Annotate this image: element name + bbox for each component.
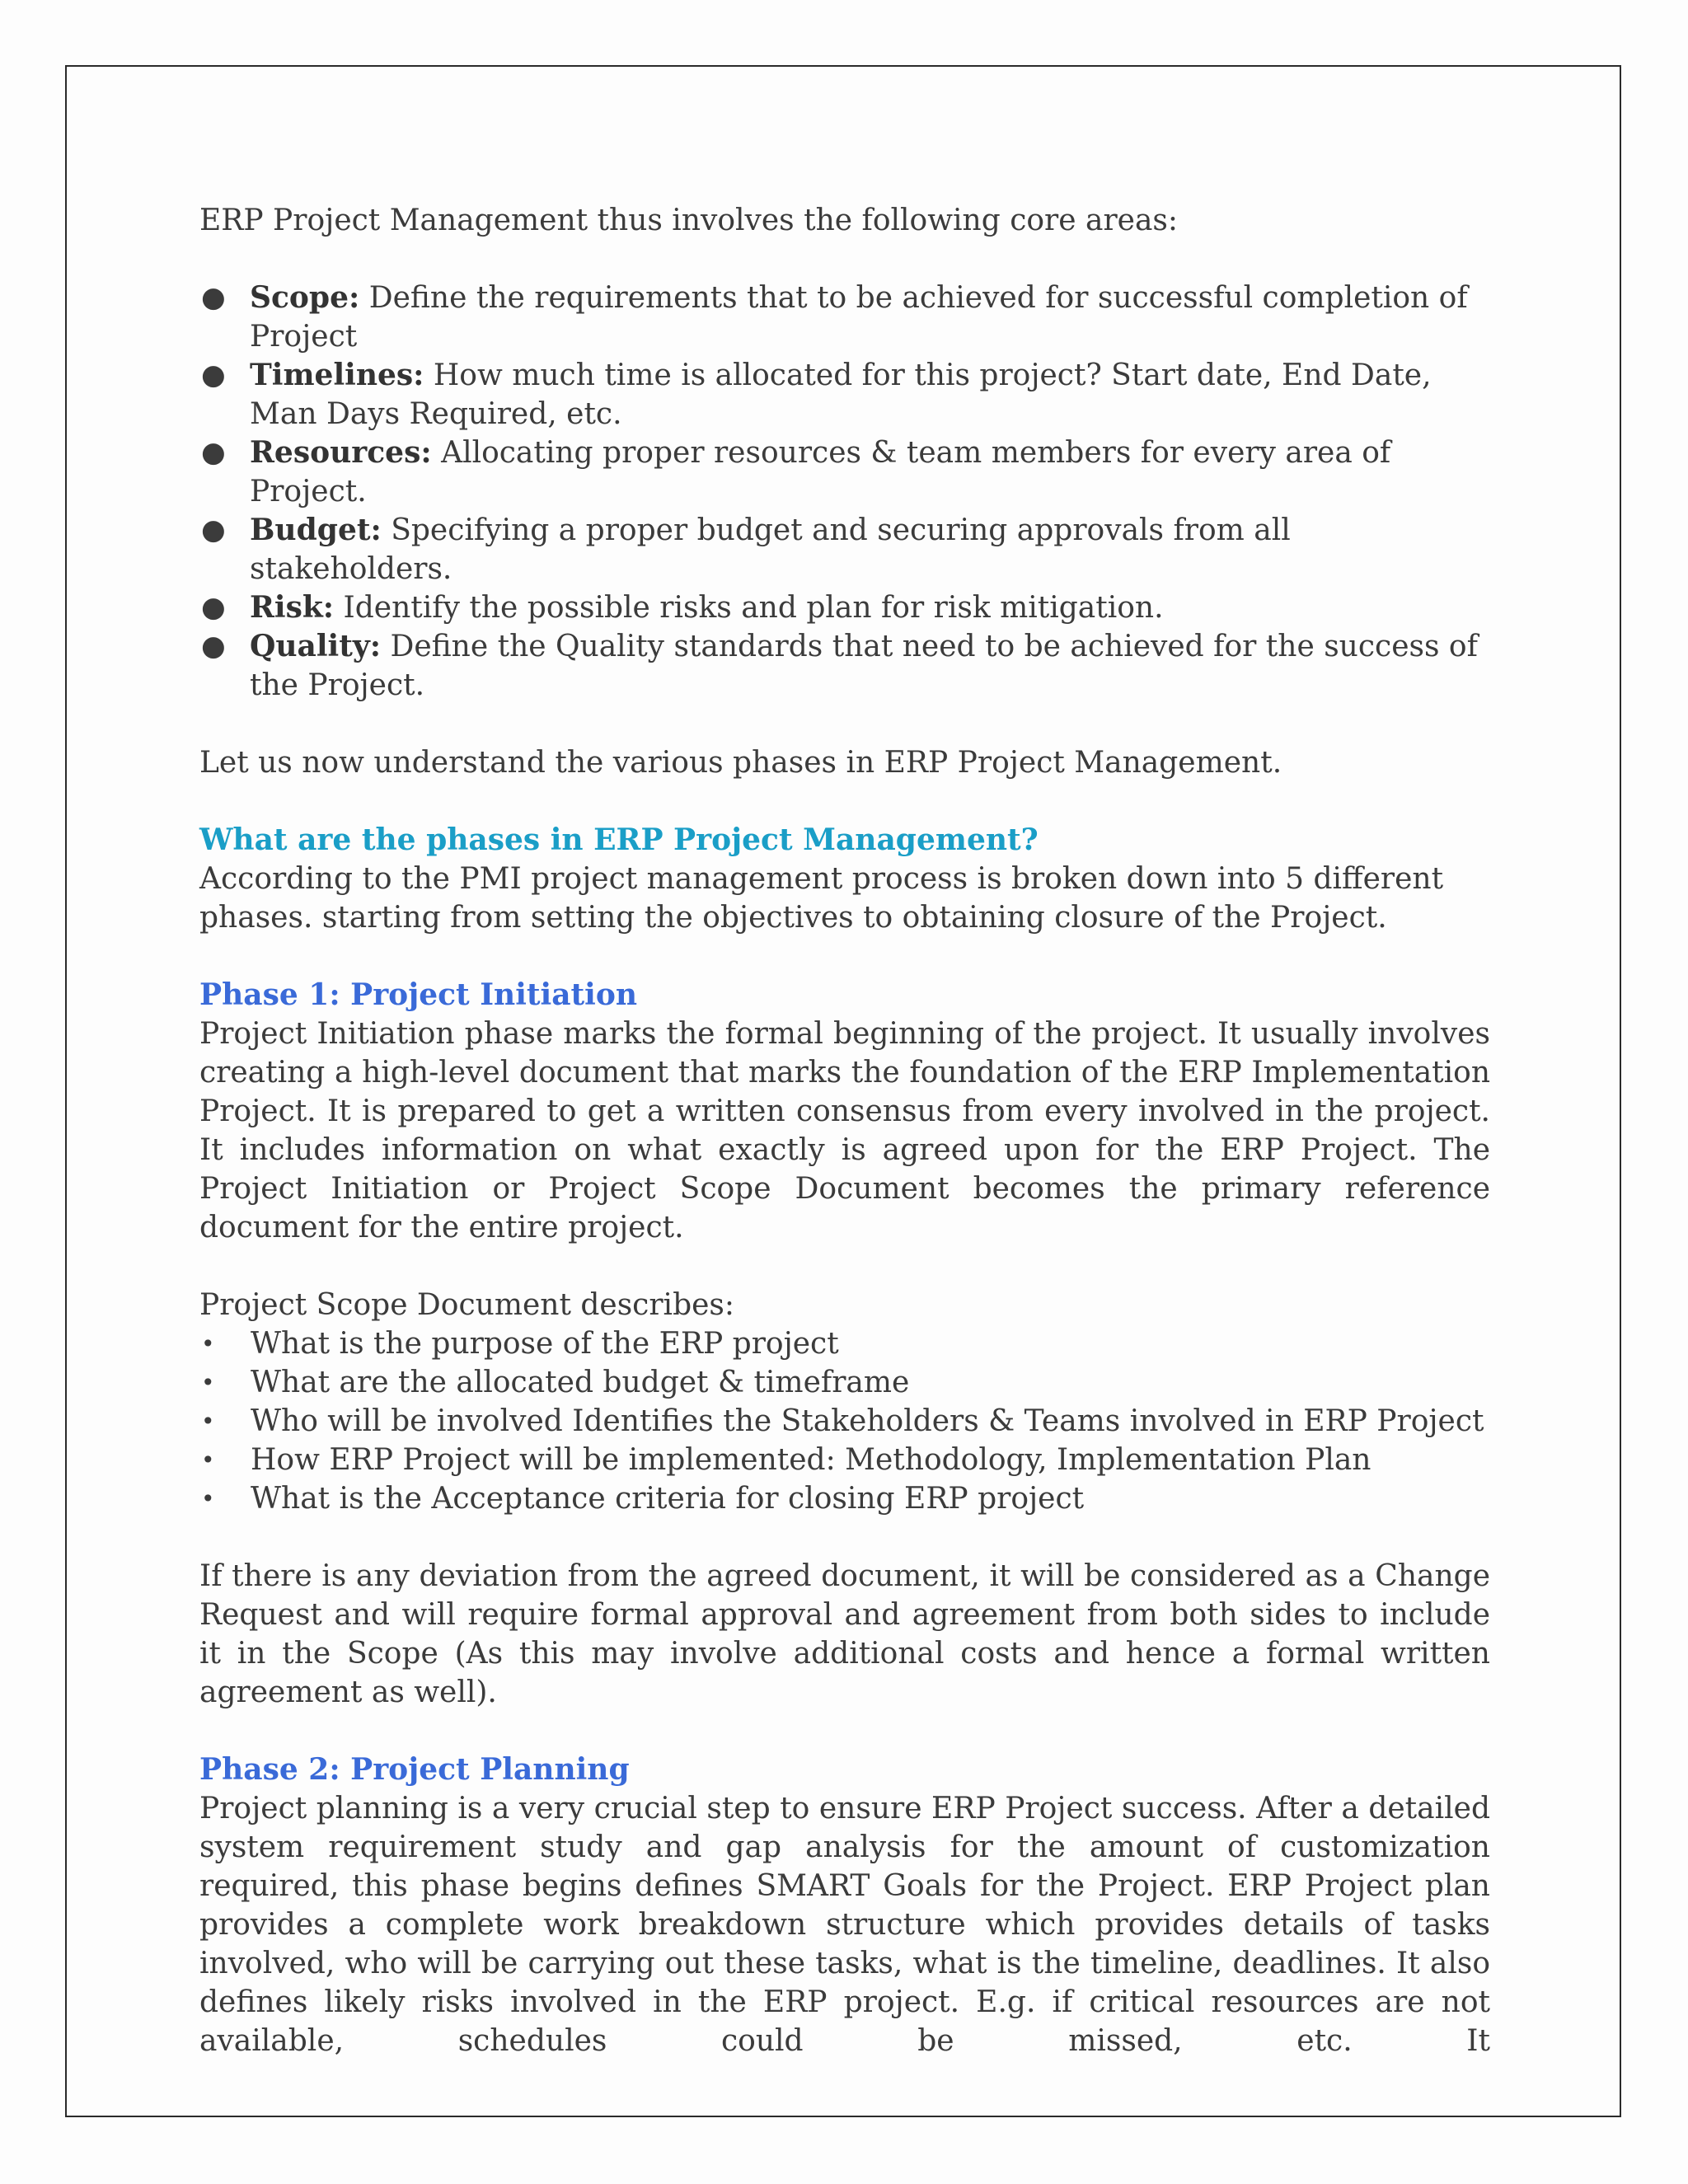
phase2-heading: Phase 2: Project Planning (199, 1752, 630, 1787)
list-item (199, 279, 1490, 356)
scope-doc-intro: Project Scope Document describes: (199, 1288, 735, 1322)
bullet-icon: ● (201, 359, 226, 391)
document-body (199, 201, 1490, 2060)
term-label: Risk: (250, 590, 335, 625)
list-item (199, 1479, 1490, 1518)
list-item (199, 511, 1490, 588)
bullet-icon: ● (201, 630, 226, 663)
list-item (199, 1363, 1490, 1402)
term-label: Budget: (250, 513, 382, 547)
term-description: Allocating proper resources & team members for every area of Project. (250, 436, 1391, 509)
bullet-icon: • (201, 1446, 215, 1474)
bullet-icon: ● (201, 281, 226, 314)
term-description: How much time is allocated for this project? Start date, End Date, Man Days Required, etc. (250, 359, 1432, 431)
scope-items-list (199, 1324, 1490, 1518)
term-label: Scope: (250, 280, 360, 315)
list-item (199, 588, 1490, 627)
bullet-icon: • (201, 1330, 215, 1357)
term-description: Define the requirements that to be achieved for successful completion of Project (250, 281, 1468, 354)
phases-heading: What are the phases in ERP Project Management? (199, 823, 1039, 857)
phase2-paragraph: Project planning is a very crucial step to ensure ERP Project success. After a detailed system requirement study and gap analysis for the amount of customization required, this phase begins defines SMART Goals for the Project. ERP Project plan provides a complete work breakdown structure which provides details of tasks involved, who will be carrying out these tasks, what is the timeline, deadlines. It also defines likely risks involved in the ERP project. E.g. if critical resources are not available, schedules could be missed, etc. It (199, 1792, 1490, 2058)
bullet-icon: ● (201, 513, 226, 546)
phase1-heading: Phase 1: Project Initiation (199, 977, 638, 1012)
list-item (199, 434, 1490, 511)
list-item-text: What is the Acceptance criteria for closing ERP project (251, 1482, 1085, 1516)
list-item (199, 1402, 1490, 1441)
term-label: Timelines: (250, 358, 424, 392)
term-description: Define the Quality standards that need to be achieved for the success of the Project. (250, 630, 1478, 702)
list-item (199, 1441, 1490, 1479)
list-item-text: Who will be involved Identifies the Stakeholders & Teams involved in ERP Project (251, 1404, 1484, 1438)
term-label: Quality: (250, 629, 382, 663)
list-item-text: What is the purpose of the ERP project (251, 1327, 839, 1361)
bullet-icon: • (201, 1485, 215, 1512)
list-item (199, 356, 1490, 434)
list-item-text: What are the allocated budget & timeframe (251, 1366, 910, 1399)
list-item (199, 1324, 1490, 1363)
bullet-icon: • (201, 1408, 215, 1435)
term-description: Specifying a proper budget and securing approvals from all stakeholders. (250, 513, 1291, 586)
list-item-text: How ERP Project will be implemented: Methodology, Implementation Plan (251, 1443, 1372, 1477)
phase1-paragraph: Project Initiation phase marks the formal beginning of the project. It usually involves creating a high-level document that marks the foundation of the ERP Implementation Project. It is prepared to get a written consensus from every involved in the project. It includes information on what exactly is agreed upon for the ERP Project. The Project Initiation or Project Scope Document becomes the primary reference document for the entire project. (199, 1017, 1490, 1244)
list-item (199, 627, 1490, 705)
bullet-icon: ● (201, 436, 226, 469)
bullet-icon: ● (201, 591, 226, 624)
transition-paragraph: Let us now understand the various phases in ERP Project Management. (199, 746, 1282, 780)
term-label: Resources: (250, 435, 432, 470)
core-areas-list (199, 279, 1490, 705)
phases-paragraph: According to the PMI project management process is broken down into 5 different phases. starting from setting the objectives to obtaining closure of the Project. (199, 862, 1444, 935)
bullet-icon: • (201, 1369, 215, 1396)
change-request-paragraph: If there is any deviation from the agreed document, it will be considered as a Change Request and will require formal approval and agreement from both sides to include it in the Scope (As this may involve additional costs and hence a formal written agreement as well). (199, 1559, 1490, 1709)
intro-paragraph: ERP Project Management thus involves the following core areas: (199, 204, 1179, 237)
term-description: Identify the possible risks and plan for risk mitigation. (334, 591, 1164, 625)
